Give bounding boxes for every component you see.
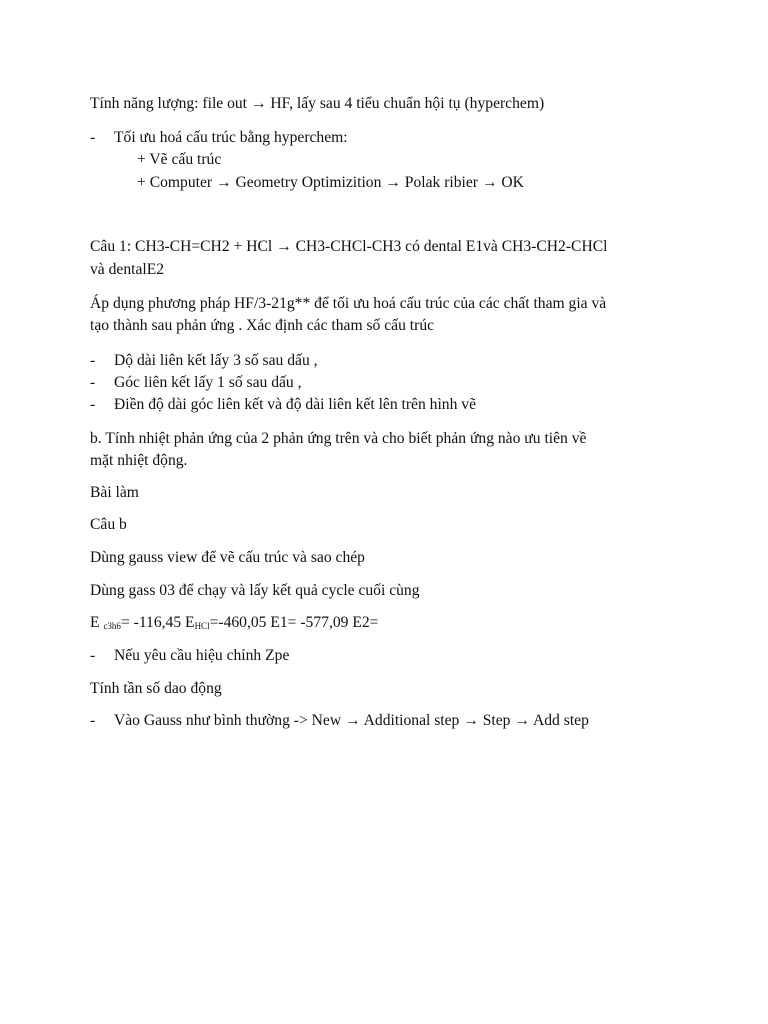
bullet-item [90, 372, 302, 394]
question-1-line-1: Câu 1: CH3-CH=CH2 + HCl → CH3-CHCl-CH3 có dental E1và CH3-CH2-CHCl [90, 238, 608, 255]
energy-values-line [90, 612, 378, 634]
bullet-item [90, 710, 589, 732]
bullet-text: Tối ưu hoá cấu trúc bằng hyperchem: [114, 129, 348, 146]
sub-item-computer: + Computer → Geometry Optimizition → Polak ribier → OK [137, 174, 524, 191]
gauss-view-line: Dùng gauss view để vẽ cấu trúc và sao chép [90, 549, 365, 566]
bullet-dash: - [90, 129, 96, 146]
energy-e-prefix: E [90, 614, 104, 631]
bullet-dash: - [90, 647, 96, 664]
bullet-item [90, 394, 476, 416]
bullet-text: Nếu yêu cầu hiệu chỉnh Zpe [114, 647, 290, 664]
bullet-dash: - [90, 712, 96, 729]
bullet-dash: - [90, 396, 96, 413]
energy-c3h6-subscript: c3h6 [103, 621, 121, 631]
bullet-text: Vào Gauss như bình thường -> New → Additional step → Step → Add step [114, 712, 589, 729]
energy-rest-values: =-460,05 E1= -577,09 E2= [209, 614, 379, 631]
part-b-line-2: mặt nhiệt động. [90, 452, 188, 469]
energy-hcl-subscript: HCl [194, 621, 210, 631]
bullet-item [90, 127, 348, 149]
bullet-text: Góc liên kết lấy 1 số sau dấu , [114, 374, 302, 391]
sub-item-draw: + Vẽ cấu trúc [137, 151, 222, 168]
frequency-heading: Tính tần số dao động [90, 680, 222, 697]
gass-line: Dùng gass 03 để chạy và lấy kết quả cycle cuối cùng [90, 582, 420, 599]
bullet-text: Dộ dài liên kết lấy 3 số sau dấu , [114, 352, 318, 369]
method-paragraph-line-2: tạo thành sau phản ứng . Xác định các tham số cấu trúc [90, 317, 435, 334]
energy-c3h6-value: = -116,45 E [120, 614, 195, 631]
bullet-dash: - [90, 374, 96, 391]
solution-heading: Bài làm [90, 484, 139, 501]
energy-line: Tính năng lượng: file out → HF, lấy sau 4 tiểu chuẩn hội tụ (hyperchem) [90, 95, 545, 112]
method-paragraph-line-1: Áp dụng phương pháp HF/3-21g** để tối ưu hoá cấu trúc của các chất tham gia và [90, 295, 607, 312]
bullet-item [90, 350, 318, 372]
question-1-line-2: và dentalE2 [90, 261, 165, 278]
bullet-dash: - [90, 352, 96, 369]
part-b-line-1: b. Tính nhiệt phản ứng của 2 phản ứng trên và cho biết phản ứng nào ưu tiên về [90, 430, 587, 447]
bullet-item [90, 645, 289, 667]
question-b-heading: Câu b [90, 516, 127, 533]
bullet-text: Điền độ dài góc liên kết và độ dài liên kết lên trên hình vẽ [114, 396, 477, 413]
